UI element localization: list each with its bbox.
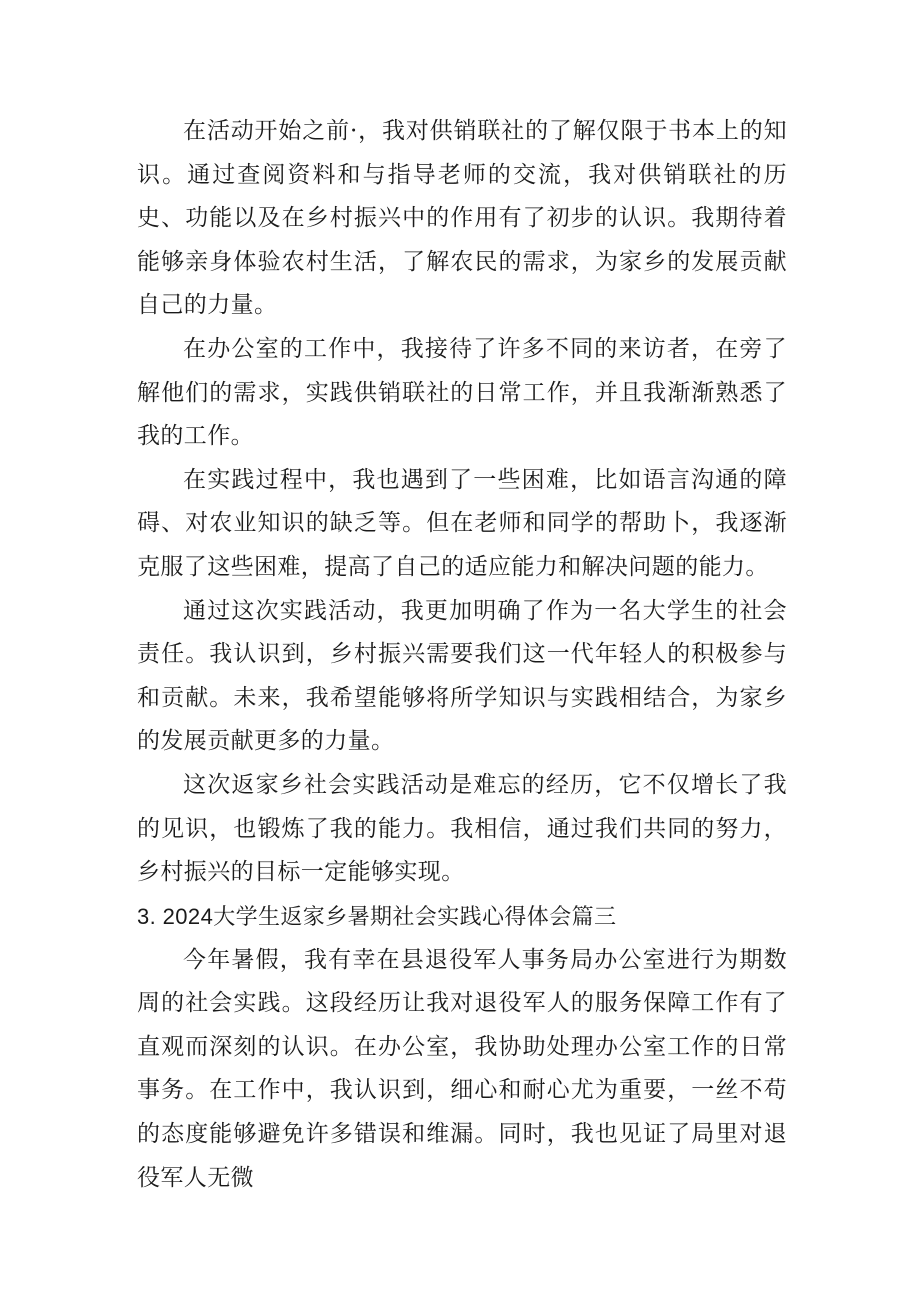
paragraph: 通过这次实践活动，我更加明确了作为一名大学生的社会责任。我认识到，乡村振兴需要我们这一代年轻人的积极参与和贡献。未来，我希望能够将所学知识与实践相结合，为家乡的发展贡献更多的力量。 xyxy=(137,597,787,755)
paragraph: 在办公室的工作中，我接待了许多不同的来访者，在旁了解他们的需求，实践供销联社的日常工作，并且我渐渐熟悉了我的工作。 xyxy=(137,335,787,450)
paragraph: 今年暑假，我有幸在县退役军人事务局办公室进行为期数周的社会实践。这段经历让我对退役军人的服务保障工作有了直观而深刻的认识。在办公室，我协助处理办公室工作的日常事务。在工作中，我认识到，细心和耐心尤为重要，一丝不苟的态度能够避免许多错误和维漏。同时，我也见证了局里对退役军人无微 xyxy=(137,946,787,1191)
section-heading: 3. 2024大学生返家乡暑期社会实践心得体会篇三 xyxy=(137,903,617,929)
document-page xyxy=(137,110,787,1200)
paragraph: 在实践过程中，我也遇到了一些困难，比如语言沟通的障碍、对农业知识的缺乏等。但在老师和同学的帮助卜，我逐渐克服了这些困难，提高了自己的适应能力和解决问题的能力。 xyxy=(137,466,787,580)
paragraph: 这次返家乡社会实践活动是难忘的经历，它不仅增长了我的见识，也锻炼了我的能力。我相信，通过我们共同的努力，乡村振兴的目标一定能够实现。 xyxy=(137,771,787,886)
paragraph: 在活动开始之前·，我对供销联社的了解仅限于书本上的知识。通过查阅资料和与指导老师的交流，我对供销联社的历史、功能以及在乡村振兴中的作用有了初步的认识。我期待着能够亲身体验农村生活，了解农民的需求，为家乡的发展贡献自己的力量。 xyxy=(137,118,787,319)
